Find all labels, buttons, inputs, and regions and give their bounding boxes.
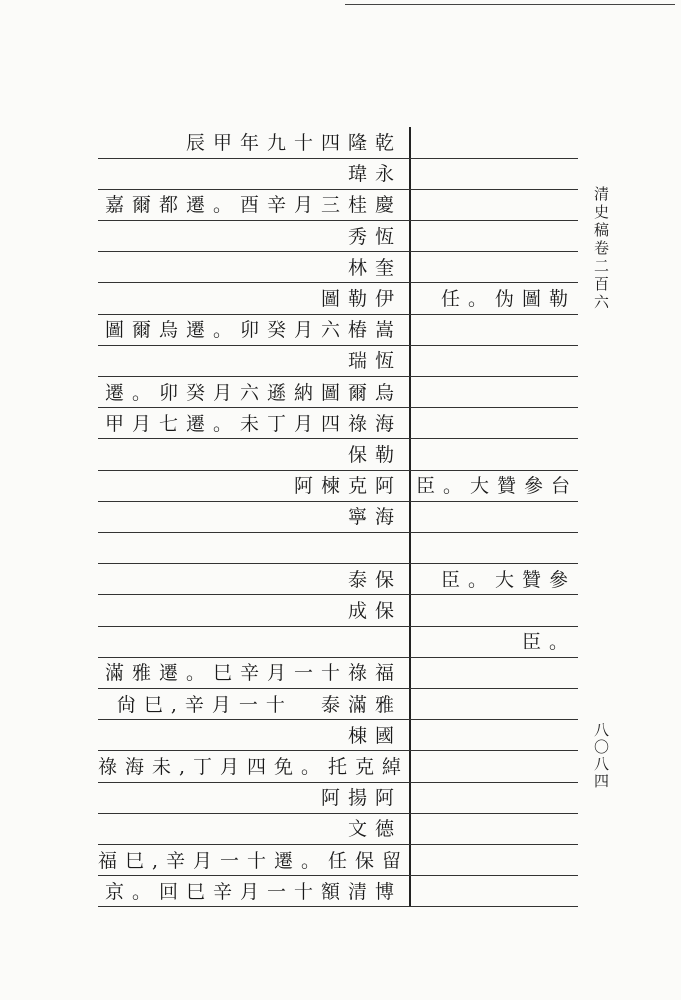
table-row [98, 657, 578, 689]
table-row [98, 252, 578, 284]
table-row [98, 564, 578, 596]
table-row [98, 221, 578, 253]
book-title: 清史稿卷二百六 [592, 186, 610, 312]
table-row [98, 127, 578, 159]
row-left-cell: 瑞恆 [347, 350, 402, 373]
table-row [98, 782, 578, 814]
row-right-cell [416, 595, 576, 627]
row-left-cell: 福巳,辛月一十遷。任保留 [98, 849, 410, 872]
row-right-cell [416, 751, 576, 783]
table-row [98, 751, 578, 783]
table-row [98, 158, 578, 190]
row-left-cell: 林奎 [347, 256, 402, 279]
row-left-cell: 瑋永 [347, 163, 402, 186]
row-right-cell [416, 377, 576, 409]
row-right-cell [416, 720, 576, 752]
table-row [98, 345, 578, 377]
table-row [98, 720, 578, 752]
row-left-cell: 嘉爾都遷。酉辛月三桂慶 [104, 194, 402, 217]
table-row [98, 470, 578, 502]
row-right-cell [416, 782, 576, 814]
row-left-cell: 甲月七遷。未丁月四祿海 [104, 412, 402, 435]
row-right-cell: 臣。 [521, 631, 576, 654]
row-left-cell: 文德 [347, 818, 402, 841]
row-left-cell: 寧海 [347, 506, 402, 529]
row-right-cell [416, 689, 576, 721]
table-row [98, 314, 578, 346]
row-right-cell [416, 314, 576, 346]
row-left-cell: 祿海未,丁月四免。托克綽 [98, 756, 410, 778]
top-rule [345, 4, 675, 5]
table-row [98, 408, 578, 440]
row-right-cell: 臣。大贊參 [440, 568, 576, 591]
table-row [98, 689, 578, 721]
table-row [98, 439, 578, 471]
page-number: 八〇八四 [592, 722, 610, 790]
row-right-cell [416, 158, 576, 190]
row-left-cell: 阿揚阿 [320, 787, 402, 810]
row-right-cell [416, 845, 576, 877]
row-right-cell [416, 408, 576, 440]
row-left-cell: 圖勒伊 [320, 288, 402, 310]
row-right-cell [416, 657, 576, 689]
row-left-cell: 保勒 [347, 444, 402, 466]
row-right-cell [416, 189, 576, 221]
table-row [98, 845, 578, 877]
row-right-cell [416, 533, 576, 565]
table-row [98, 813, 578, 845]
row-left-cell: 圖爾烏遷。卯癸月六椿嵩 [104, 319, 402, 342]
table-row [98, 876, 578, 908]
table-row [98, 189, 578, 221]
row-left-cell: 泰保 [347, 568, 402, 591]
table-row [98, 377, 578, 409]
row-right-cell [416, 127, 576, 159]
row-right-cell [416, 501, 576, 533]
row-right-cell [416, 876, 576, 908]
row-left-cell: 遷。卯癸月六遜納圖爾烏 [104, 381, 402, 404]
row-right-cell [416, 345, 576, 377]
table-row [98, 283, 578, 315]
row-left-cell: 成保 [347, 600, 402, 622]
row-left-cell: 尙巳,辛月一十 泰滿雅 [116, 693, 402, 716]
table-row [98, 501, 578, 533]
row-right-cell [416, 252, 576, 284]
row-right-cell [416, 813, 576, 845]
row-right-cell [416, 439, 576, 471]
row-left-cell: 滿雅遷。巳辛月一十祿福 [104, 662, 402, 685]
row-right-cell: 任。伪圖勒 [440, 288, 576, 310]
row-left-cell: 棟國 [347, 724, 402, 747]
row-right-cell [416, 221, 576, 253]
row-left-cell: 辰甲年九十四隆乾 [185, 132, 402, 154]
table-row [98, 533, 578, 565]
row-left-cell: 阿楝克阿 [293, 475, 402, 498]
table-row [98, 595, 578, 627]
table-row [98, 626, 578, 658]
row-left-cell: 京。回巳辛月一十額清博 [104, 880, 402, 903]
row-left-cell [98, 626, 402, 658]
row-left-cell [98, 533, 402, 565]
official-table [98, 127, 578, 907]
row-left-cell: 秀恆 [347, 225, 402, 248]
row-right-cell: 臣。大贊參台 [416, 475, 579, 498]
